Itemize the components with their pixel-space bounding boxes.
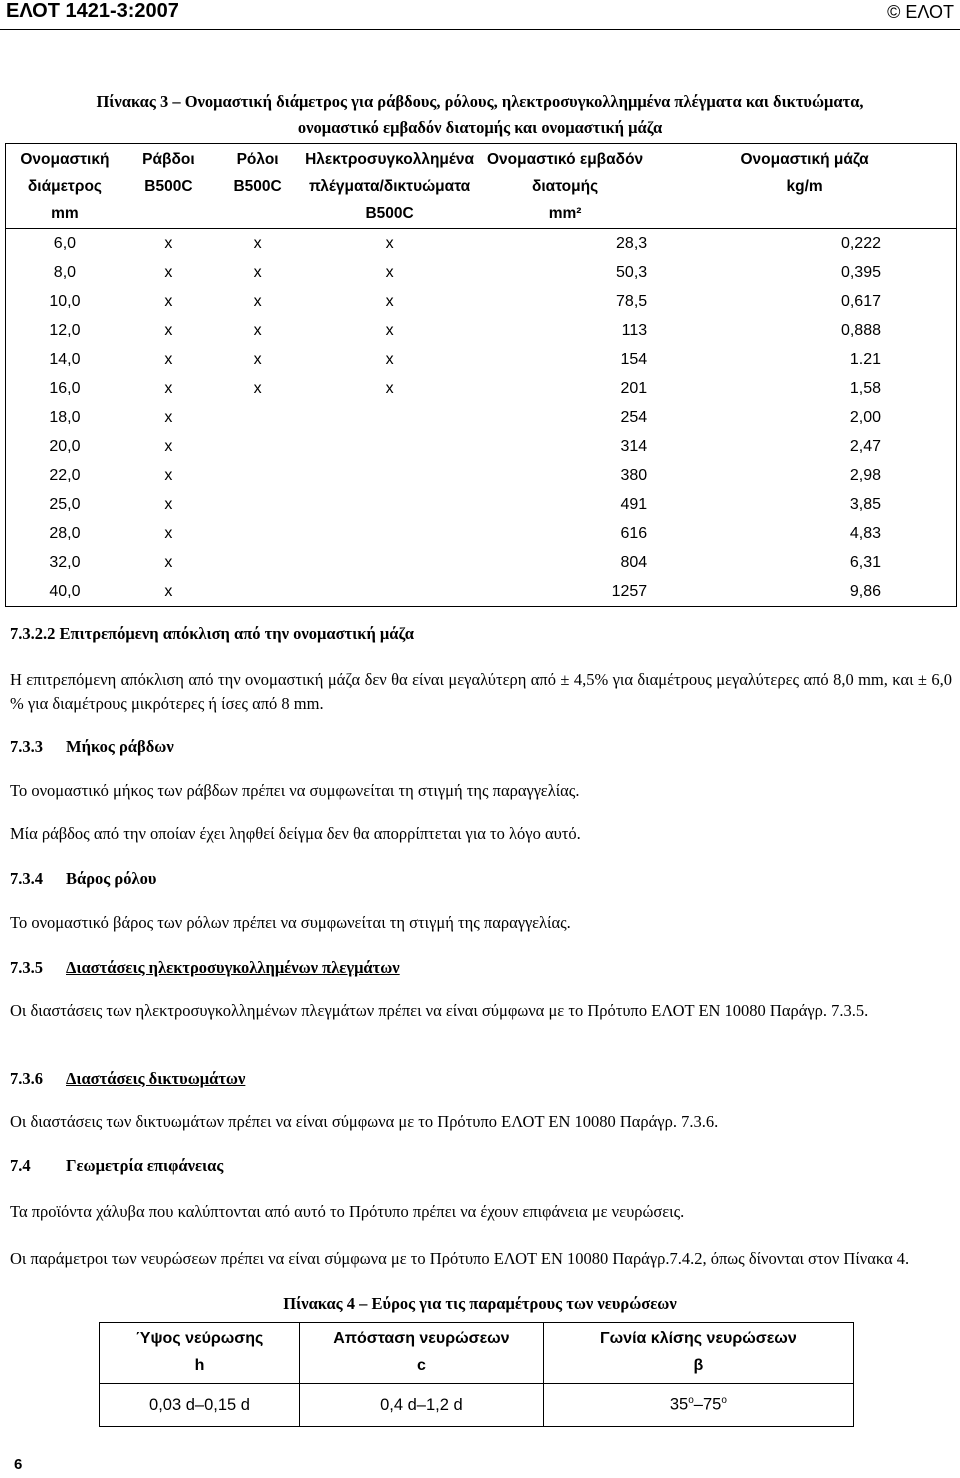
col-mesh-header: Ηλεκτροσυγκολλημένα πλέγματα/δικτυώματα B500C xyxy=(305,151,475,222)
section-735-number: 7.3.5 xyxy=(10,958,43,977)
section-733-title: Μήκος ράβδων xyxy=(66,737,174,756)
table-row: 10,0 x x x 78,5 0,617 xyxy=(49,292,881,310)
col-area-header: Ονομαστικό εμβαδόν διατομής mm² xyxy=(486,151,644,222)
section-735-heading xyxy=(10,957,400,979)
table4-caption: Πίνακας 4 – Εύρος για τις παραμέτρους των νευρώσεων xyxy=(283,1294,677,1313)
table-row: 12,0 x x x 113 0,888 xyxy=(49,321,881,339)
table3-header-row xyxy=(6,144,957,229)
section-735-paragraph: Οι διαστάσεις των ηλεκτροσυγκολλημένων πλεγμάτων πρέπει να είναι σύμφωνα με το Πρότυπο ΕΛΟΤ ΕΝ 10080 Παράγρ. 7.3.5. xyxy=(10,1001,869,1020)
section-733-paragraph-2: Μία ράβδος από την οποίαν έχει ληφθεί δείγμα δεν θα απορρίπτεται για το λόγο αυτό. xyxy=(10,824,581,843)
section-74-title: Γεωμετρία επιφάνειας xyxy=(66,1156,224,1175)
page-number: 6 xyxy=(14,1456,23,1473)
section-736-heading xyxy=(10,1068,245,1090)
table-row: 22,0 x 380 2,98 xyxy=(49,466,881,484)
section-734-heading xyxy=(10,868,156,890)
table3-caption-line2: ονομαστικό εμβαδόν διατομής και ονομαστική μάζα xyxy=(297,118,663,137)
header-rule xyxy=(0,29,960,30)
table-row: 14,0 x x x 154 1.21 xyxy=(49,350,881,368)
rib-height-value: 0,03 d–0,15 d xyxy=(100,1384,300,1427)
section-736-paragraph: Οι διαστάσεις των δικτυωμάτων πρέπει να είναι σύμφωνα με το Πρότυπο ΕΛΟΤ ΕΝ 10080 Παράγρ. 7.3.6. xyxy=(10,1112,719,1131)
table-row: 18,0 x 254 2,00 xyxy=(49,408,881,426)
section-74-heading xyxy=(10,1155,223,1177)
section-733-paragraph-1: Το ονομαστικό μήκος των ράβδων πρέπει να συμφωνείται τη στιγμή της παραγγελίας. xyxy=(10,781,580,800)
section-7322-heading: 7.3.2.2 Επιτρεπόμενη απόκλιση από την ονομαστική μάζα xyxy=(10,624,414,643)
col-mass-header: Ονομαστική μάζα kg/m xyxy=(740,151,869,195)
copyright-header: © ΕΛΟΤ xyxy=(887,2,954,22)
section-7322-paragraph: Η επιτρεπόμενη απόκλιση από την ονομαστική μάζα δεν θα είναι μεγαλύτερη από ± 4,5% για διαμέτρους μεγαλύτερες από 8,0 mm, και ± 6,0 % για διαμέτρους μικρότερες ή ίσες από 8 mm. xyxy=(10,670,952,713)
table3-caption xyxy=(0,89,960,141)
table-row: 40,0 x 1257 9,86 xyxy=(49,582,881,600)
standard-header: ΕΛΟΤ 1421-3:2007 xyxy=(6,0,179,22)
rib-angle-value: 35$^o$–75$^o$ xyxy=(543,1384,853,1427)
col-rib-height-header: Ύψος νεύρωσης h xyxy=(100,1323,300,1384)
table-row: 6,0 x x x 28,3 0,222 xyxy=(53,234,881,252)
col-coils-header: Ρόλοι B500C xyxy=(233,151,282,195)
section-735-title: Διαστάσεις ηλεκτροσυγκολλημένων πλεγμάτων xyxy=(66,958,400,977)
table3-caption-line1: Πίνακας 3 – Ονομαστική διάμετρος για ράβδους, ρόλους, ηλεκτροσυγκολλημμένα πλέγματα και δικτυώματα, xyxy=(96,92,864,111)
col-rib-spacing-header: Απόσταση νευρώσεων c xyxy=(300,1323,544,1384)
table-row xyxy=(100,1384,854,1427)
section-733-heading xyxy=(10,736,174,758)
section-74-paragraph-2: Οι παράμετροι των νευρώσεων πρέπει να είναι σύμφωνα με το Πρότυπο ΕΛΟΤ ΕΝ 10080 Παράγρ.7.4.2, όπως δίνονται στον Πίνακα 4. xyxy=(10,1249,910,1268)
table-row: 20,0 x 314 2,47 xyxy=(49,437,881,455)
section-736-title: Διαστάσεις δικτυωμάτων xyxy=(66,1069,246,1088)
section-733-number: 7.3.3 xyxy=(10,737,43,756)
col-diameter-header: Ονομαστική διάμετρος mm xyxy=(20,151,110,222)
section-74-number: 7.4 xyxy=(10,1156,31,1175)
section-734-paragraph: Το ονομαστικό βάρος των ρόλων πρέπει να συμφωνείται τη στιγμή της παραγγελίας. xyxy=(10,913,571,932)
table-row: 16,0 x x x 201 1,58 xyxy=(49,379,881,397)
table-row: 32,0 x 804 6,31 xyxy=(49,553,881,571)
section-736-number: 7.3.6 xyxy=(10,1069,43,1088)
rib-spacing-value: 0,4 d–1,2 d xyxy=(300,1384,544,1427)
table-row: 25,0 x 491 3,85 xyxy=(49,495,881,513)
table4-header-row xyxy=(100,1323,854,1384)
col-rib-angle-header: Γωνία κλίσης νευρώσεων β xyxy=(543,1323,853,1384)
table3 xyxy=(5,143,957,607)
section-734-title: Βάρος ρόλου xyxy=(66,869,157,888)
section-734-number: 7.3.4 xyxy=(10,869,43,888)
section-74-paragraph-1: Τα προϊόντα χάλυβα που καλύπτονται από αυτό το Πρότυπο πρέπει να έχουν επιφάνεια με νευρώσεις. xyxy=(10,1202,685,1221)
table-row: 28,0 x 616 4,83 xyxy=(49,524,881,542)
col-bars-header: Ράβδοι B500C xyxy=(142,151,195,195)
table4 xyxy=(99,1322,854,1427)
table-row: 8,0 x x x 50,3 0,395 xyxy=(53,263,881,281)
